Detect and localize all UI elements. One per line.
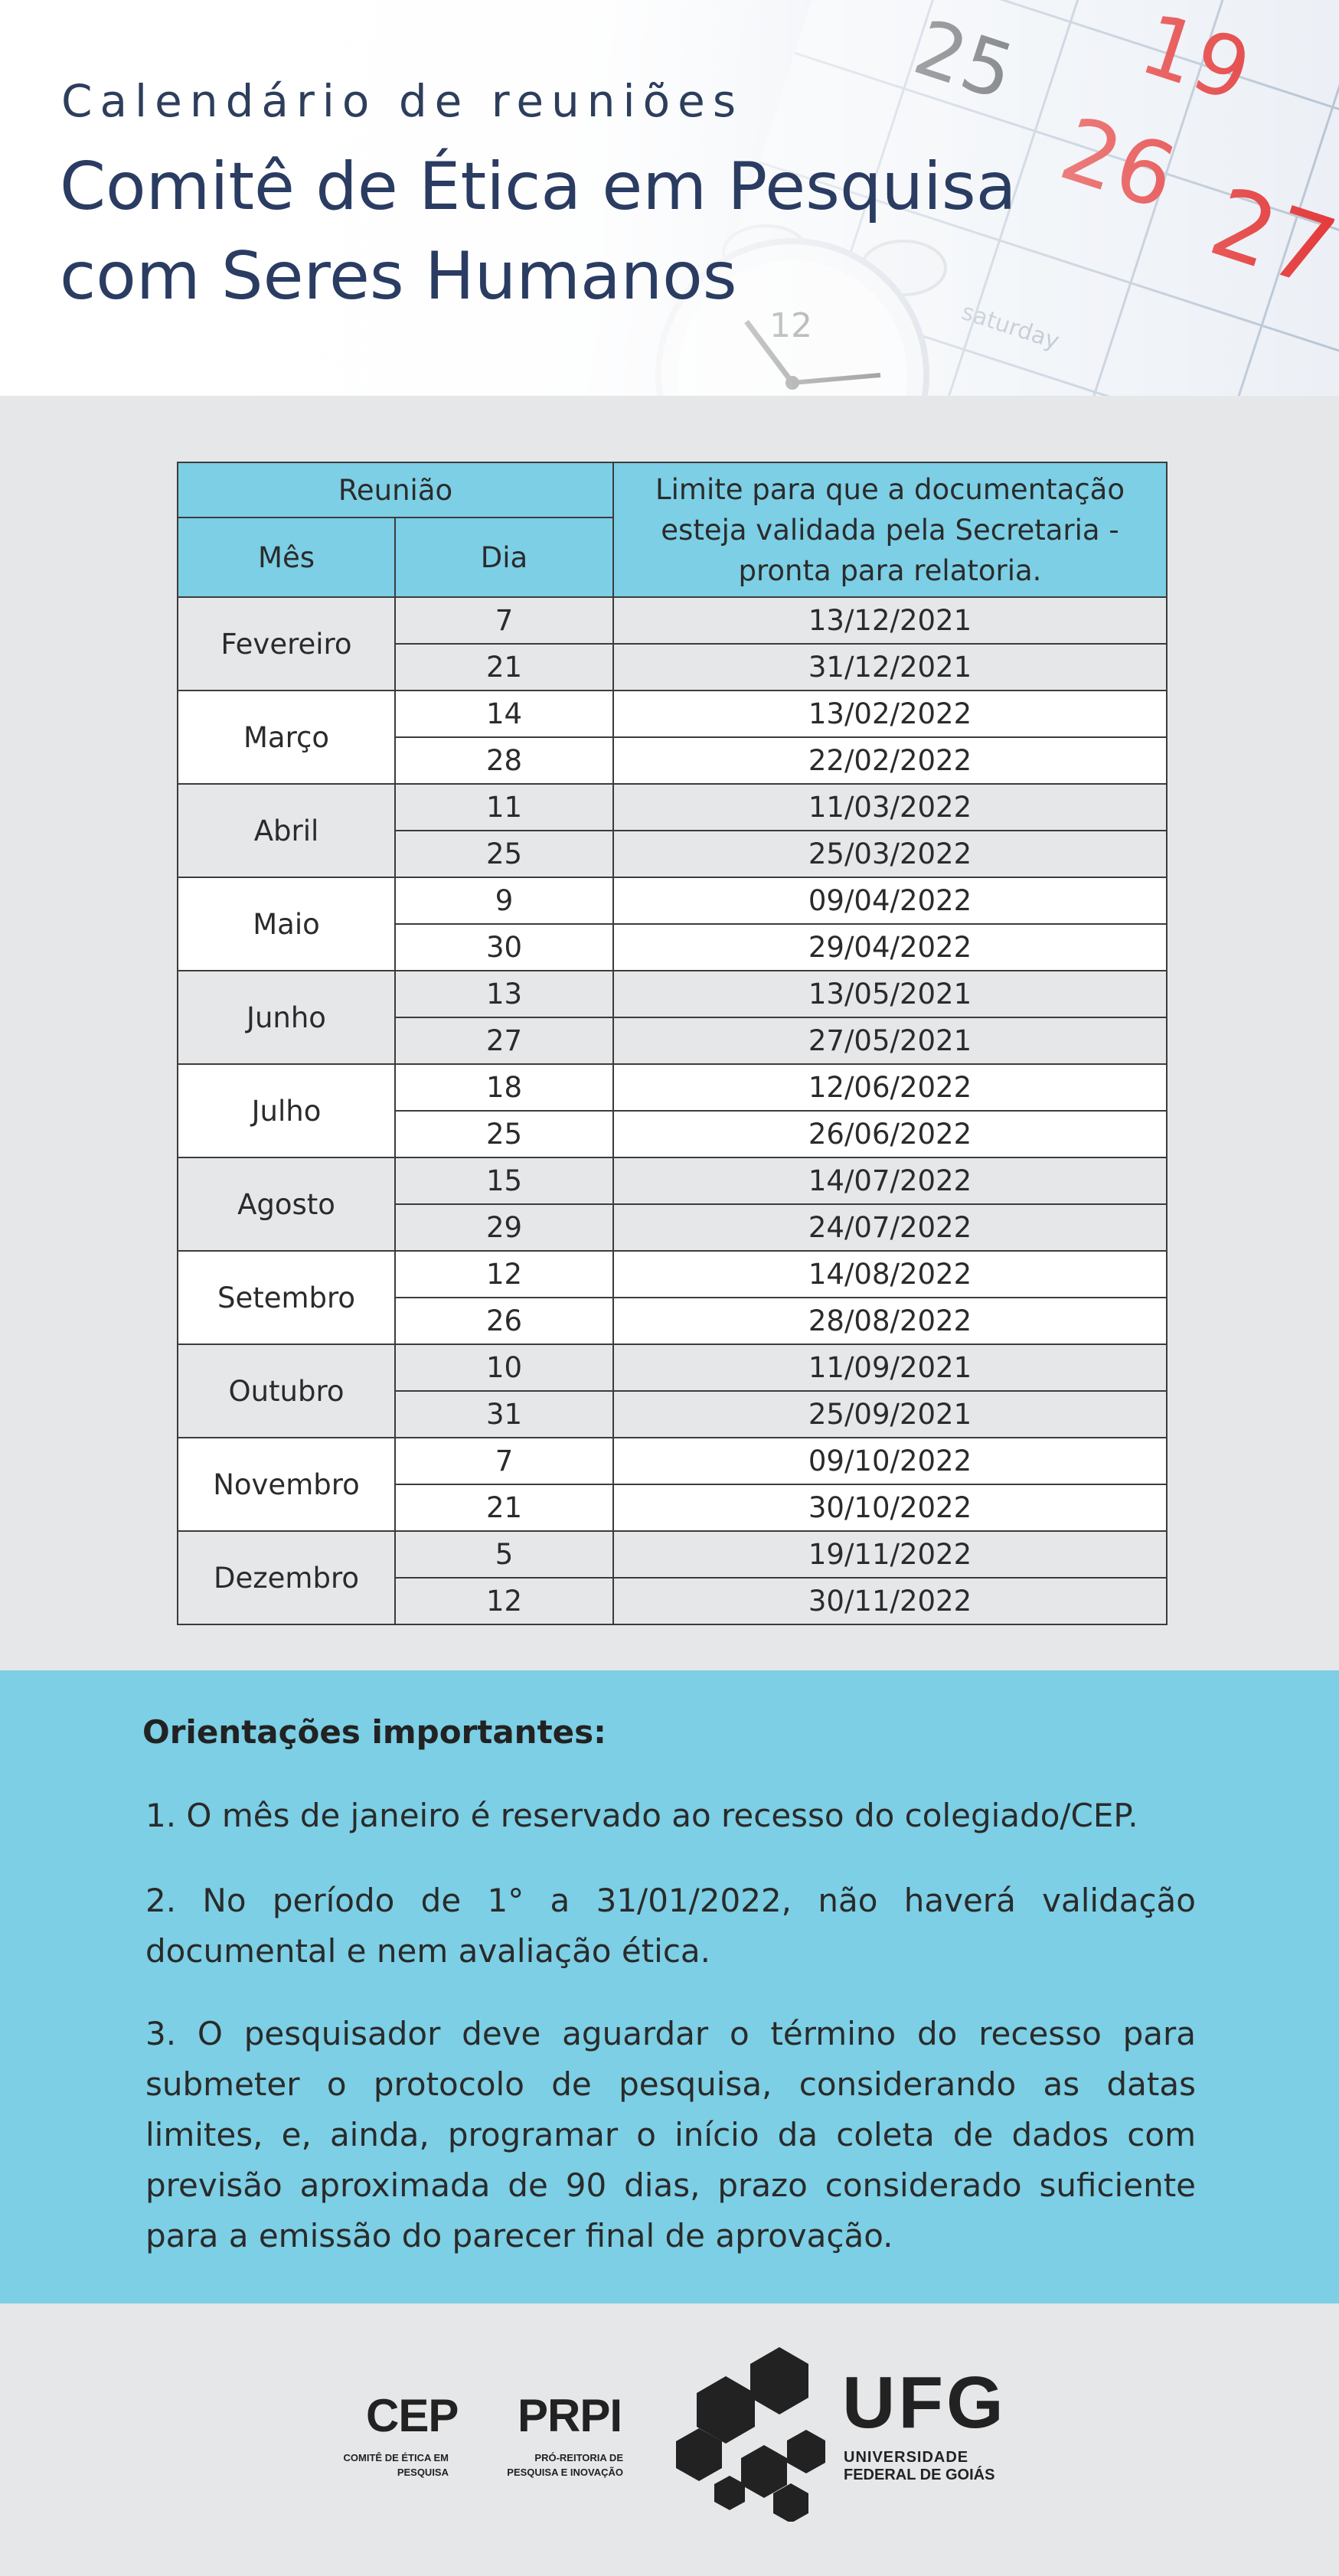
month-cell: Outubro: [178, 1344, 395, 1438]
day-cell: 10: [395, 1344, 613, 1391]
ufg-subtitle-2: FEDERAL DE GOIÁS: [844, 2467, 995, 2483]
orientation-item-1: 1. O mês de janeiro é reservado ao recesso do colegiado/CEP.: [145, 1797, 1138, 1834]
deadline-cell: 30/10/2022: [613, 1484, 1167, 1531]
deadline-cell: 11/03/2022: [613, 784, 1167, 831]
header-dia: Dia: [395, 517, 613, 597]
orientations-heading: Orientações importantes:: [142, 1713, 606, 1751]
day-cell: 21: [395, 1484, 613, 1531]
month-cell: Maio: [178, 877, 395, 971]
meeting-calendar-table: [177, 462, 1168, 1625]
day-cell: 21: [395, 644, 613, 691]
table-row: [178, 1344, 1167, 1391]
day-cell: 13: [395, 971, 613, 1017]
deadline-cell: 29/04/2022: [613, 924, 1167, 971]
day-cell: 12: [395, 1578, 613, 1624]
page-title: [60, 142, 1016, 322]
month-cell: Novembro: [178, 1438, 395, 1531]
table-row: [178, 597, 1167, 644]
deadline-cell: 24/07/2022: [613, 1204, 1167, 1251]
month-cell: Julho: [178, 1064, 395, 1157]
deadline-cell: 13/02/2022: [613, 691, 1167, 737]
table-row: [178, 1064, 1167, 1111]
prpi-subtitle-1: PRÓ-REITORIA DE: [534, 2452, 623, 2463]
deadline-cell: 13/05/2021: [613, 971, 1167, 1017]
deadline-cell: 30/11/2022: [613, 1578, 1167, 1624]
day-cell: 9: [395, 877, 613, 924]
month-cell: Agosto: [178, 1157, 395, 1251]
deadline-cell: 09/04/2022: [613, 877, 1167, 924]
deadline-cell: 31/12/2021: [613, 644, 1167, 691]
header-limit: Limite para que a documentação esteja validada pela Secretaria - pronta para relatoria.: [613, 462, 1167, 597]
cep-logo: CEP: [366, 2390, 459, 2441]
day-cell: 7: [395, 1438, 613, 1484]
deadline-cell: 13/12/2021: [613, 597, 1167, 644]
day-cell: 7: [395, 597, 613, 644]
month-cell: Junho: [178, 971, 395, 1064]
cep-subtitle-1: COMITÊ DE ÉTICA EM: [343, 2452, 449, 2463]
prpi-logo: PRPI: [518, 2390, 622, 2441]
deadline-cell: 22/02/2022: [613, 737, 1167, 784]
day-cell: 25: [395, 831, 613, 877]
cep-subtitle-2: PESQUISA: [397, 2467, 449, 2478]
deadline-cell: 11/09/2021: [613, 1344, 1167, 1391]
deadline-cell: 27/05/2021: [613, 1017, 1167, 1064]
day-cell: 28: [395, 737, 613, 784]
deadline-cell: 25/03/2022: [613, 831, 1167, 877]
day-cell: 15: [395, 1157, 613, 1204]
deadline-cell: 12/06/2022: [613, 1064, 1167, 1111]
deadline-cell: 19/11/2022: [613, 1531, 1167, 1578]
ufg-subtitle-1: UNIVERSIDADE: [844, 2449, 969, 2466]
day-cell: 18: [395, 1064, 613, 1111]
month-cell: Abril: [178, 784, 395, 877]
orientation-item-2: 2. No período de 1° a 31/01/2022, não haverá validação documental e nem avaliação ética.: [145, 1882, 1196, 1970]
table-row: [178, 877, 1167, 924]
deadline-cell: 14/08/2022: [613, 1251, 1167, 1298]
day-cell: 27: [395, 1017, 613, 1064]
orientations-panel: [0, 1670, 1339, 2303]
ufg-hexagon-icon: [672, 2346, 833, 2522]
deadline-cell: 09/10/2022: [613, 1438, 1167, 1484]
day-cell: 30: [395, 924, 613, 971]
day-cell: 29: [395, 1204, 613, 1251]
table-row: [178, 971, 1167, 1017]
day-cell: 25: [395, 1111, 613, 1157]
month-cell: Fevereiro: [178, 597, 395, 691]
deadline-cell: 25/09/2021: [613, 1391, 1167, 1438]
deadline-cell: 14/07/2022: [613, 1157, 1167, 1204]
table-row: [178, 1531, 1167, 1578]
day-cell: 12: [395, 1251, 613, 1298]
table-row: [178, 691, 1167, 737]
table-row: [178, 1438, 1167, 1484]
header-mes: Mês: [178, 517, 395, 597]
day-cell: 14: [395, 691, 613, 737]
table-row: [178, 1251, 1167, 1298]
month-cell: Março: [178, 691, 395, 784]
title-line-1: Comitê de Ética em Pesquisa: [60, 149, 1017, 225]
table-row: [178, 784, 1167, 831]
prpi-subtitle-2: PESQUISA E INOVAÇÃO: [507, 2467, 623, 2478]
month-cell: Setembro: [178, 1251, 395, 1344]
day-cell: 5: [395, 1531, 613, 1578]
header-banner: [0, 0, 1339, 396]
day-cell: 26: [395, 1298, 613, 1344]
header-reuniao: Reunião: [178, 462, 613, 517]
month-cell: Dezembro: [178, 1531, 395, 1624]
footer-logos: [0, 2303, 1339, 2576]
day-cell: 31: [395, 1391, 613, 1438]
ufg-logo: UFG: [842, 2362, 1007, 2444]
deadline-cell: 26/06/2022: [613, 1111, 1167, 1157]
title-line-2: com Seres Humanos: [60, 238, 737, 315]
header-kicker: Calendário de reuniões: [61, 75, 744, 127]
table-row: [178, 1157, 1167, 1204]
orientation-item-3: 3. O pesquisador deve aguardar o término do recesso para submeter o protocolo de pesquisa, considerando as datas limites, e, ainda, programar o início da coleta de dados com previsão aproximada de 90 dias, prazo considerado suficiente para a emissão do parecer final de aprovação.: [145, 2015, 1196, 2254]
deadline-cell: 28/08/2022: [613, 1298, 1167, 1344]
day-cell: 11: [395, 784, 613, 831]
